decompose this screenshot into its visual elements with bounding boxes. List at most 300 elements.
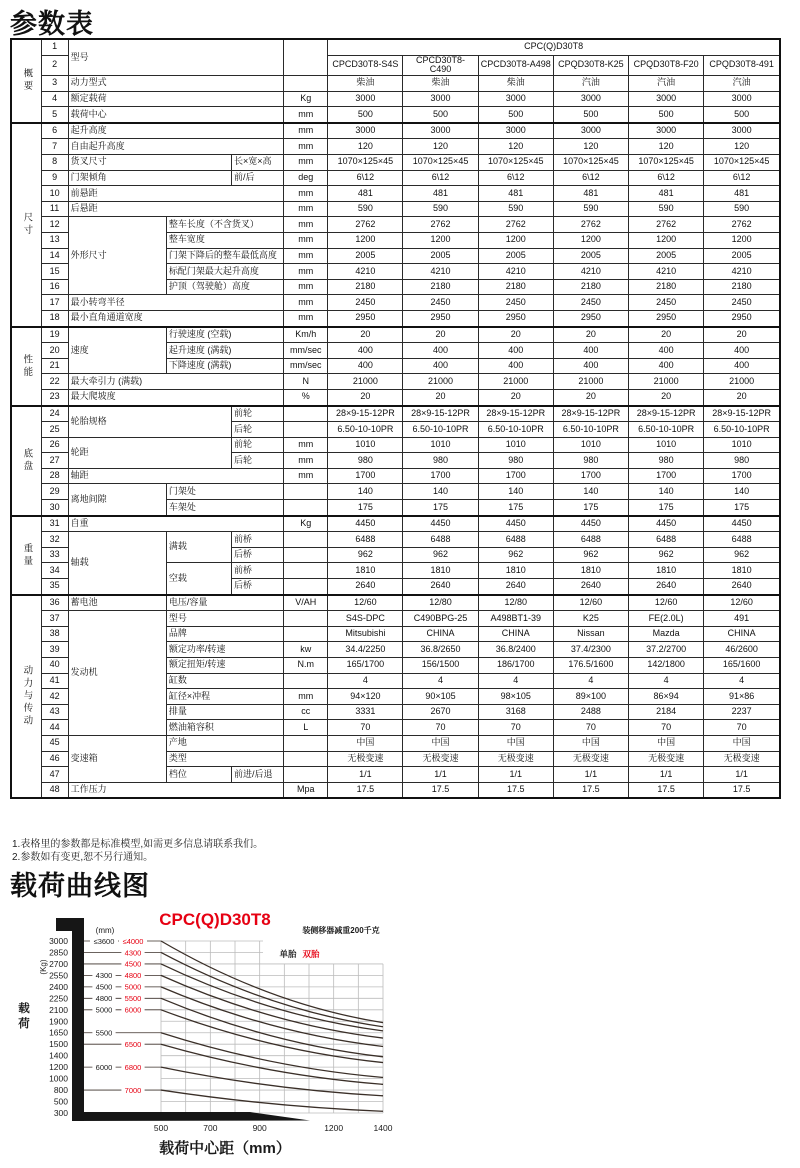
value-cell: A498BT1-39	[478, 611, 553, 627]
value-cell: 6\12	[704, 170, 780, 186]
value-cell: 2762	[629, 217, 704, 233]
chart-section-title: 载荷曲线图	[10, 871, 150, 901]
spec-label: 类型	[166, 751, 283, 767]
value-cell: 柴油	[328, 76, 403, 92]
value-cell: 2450	[553, 295, 628, 311]
value-cell: 20	[704, 389, 780, 405]
value-cell: 17.5	[553, 782, 628, 798]
value-cell: 175	[704, 500, 780, 516]
unit-cell	[284, 767, 328, 783]
value-cell: 2762	[704, 217, 780, 233]
row-number: 31	[41, 516, 68, 532]
value-cell: 汽油	[553, 76, 628, 92]
value-cell: 4	[403, 673, 478, 689]
value-cell: 34.4/2250	[328, 642, 403, 658]
value-cell: 2640	[328, 579, 403, 595]
spec-label: 后轮	[232, 453, 284, 469]
value-cell: 2640	[629, 579, 704, 595]
value-cell: 1/1	[704, 767, 780, 783]
spec-label: 满载	[166, 532, 231, 563]
mast-height-label-single: ≤3600	[93, 936, 115, 946]
value-cell: Mitsubishi	[328, 626, 403, 642]
row-number: 35	[41, 579, 68, 595]
capacity-tick-label: 1900	[49, 1016, 68, 1027]
y-axis-unit: (Kg)	[39, 959, 48, 975]
value-cell: 1/1	[328, 767, 403, 783]
row-number: 18	[41, 310, 68, 326]
value-cell: C490BPG-25	[403, 611, 478, 627]
value-cell: 中国	[403, 735, 478, 751]
spec-label: 长×宽×高	[232, 155, 284, 171]
value-cell: 无极变速	[704, 751, 780, 767]
unit-cell: mm	[284, 232, 328, 248]
spec-label: 载荷中心	[68, 107, 284, 123]
value-cell: 590	[328, 201, 403, 217]
value-cell: 3000	[328, 123, 403, 139]
capacity-tick-label: 3000	[49, 936, 68, 946]
mast-height-label-single: 4300	[95, 971, 113, 981]
row-number: 3	[41, 76, 68, 92]
row-number: 33	[41, 547, 68, 563]
value-cell: 2450	[629, 295, 704, 311]
mast-height-label-single: 4500	[95, 982, 113, 992]
value-cell: 1700	[328, 468, 403, 484]
unit-cell: mm	[284, 453, 328, 469]
row-number: 45	[41, 735, 68, 751]
value-cell: 4210	[704, 264, 780, 280]
capacity-tick-label: 1650	[49, 1027, 68, 1038]
value-cell: 28×9-15-12PR	[328, 406, 403, 422]
value-cell: 1/1	[478, 767, 553, 783]
value-cell: 4210	[629, 264, 704, 280]
value-cell: 柴油	[403, 76, 478, 92]
spec-label: 前轮	[232, 406, 284, 422]
value-cell: 4450	[553, 516, 628, 532]
load-curve-chart	[0, 900, 800, 1168]
value-cell: 400	[328, 358, 403, 374]
value-cell: CHINA	[403, 626, 478, 642]
value-cell: 20	[704, 327, 780, 343]
value-cell: 6\12	[403, 170, 478, 186]
value-cell: 120	[478, 139, 553, 155]
row-number: 30	[41, 500, 68, 516]
value-cell: 400	[403, 343, 478, 359]
value-cell: 6.50-10-10PR	[328, 422, 403, 438]
value-cell: 4	[704, 673, 780, 689]
value-cell: 590	[704, 201, 780, 217]
unit-cell	[284, 611, 328, 627]
value-cell: 165/1700	[328, 658, 403, 674]
value-cell: 1010	[478, 437, 553, 453]
value-cell: 500	[629, 107, 704, 123]
legend-single-tire: 单胎	[279, 949, 297, 959]
note-line: 2.参数如有变更,恕不另行通知。	[12, 852, 154, 863]
row-number: 19	[41, 327, 68, 343]
value-cell: 17.5	[629, 782, 704, 798]
row-number: 44	[41, 720, 68, 736]
row-number: 24	[41, 406, 68, 422]
row-number: 42	[41, 689, 68, 705]
value-cell: CPC(Q)D30T8	[328, 39, 780, 55]
spec-label: 起升高度	[68, 123, 284, 139]
row-number: 10	[41, 186, 68, 202]
value-cell: 2762	[328, 217, 403, 233]
mast-height-label-single: 5500	[95, 1028, 113, 1038]
row-number: 2	[41, 55, 68, 75]
value-cell: 4	[553, 673, 628, 689]
value-cell: 21000	[629, 374, 704, 390]
spec-label: 变速箱	[68, 735, 166, 782]
value-cell: 1700	[704, 468, 780, 484]
row-number: 25	[41, 422, 68, 438]
row-number: 43	[41, 704, 68, 720]
unit-cell: mm	[284, 295, 328, 311]
value-cell: 21000	[328, 374, 403, 390]
value-cell: 140	[328, 484, 403, 500]
value-cell: 1010	[704, 437, 780, 453]
value-cell: 140	[478, 484, 553, 500]
row-number: 16	[41, 279, 68, 295]
row-number: 1	[41, 39, 68, 55]
value-cell: 21000	[553, 374, 628, 390]
capacity-tick-label: 2550	[49, 970, 68, 981]
spec-label: 外形尺寸	[68, 217, 166, 295]
spec-label: 下降速度 (满载)	[166, 358, 283, 374]
value-cell: 3000	[629, 123, 704, 139]
value-cell: 中国	[704, 735, 780, 751]
value-cell: 2180	[328, 279, 403, 295]
value-cell: 70	[629, 720, 704, 736]
x-tick-label: 900	[252, 1123, 267, 1133]
value-cell: 无极变速	[328, 751, 403, 767]
spec-label: 轮距	[68, 437, 231, 468]
section-label: 概要	[11, 39, 41, 123]
capacity-tick-label: 2100	[49, 1004, 68, 1015]
value-cell: 3000	[704, 123, 780, 139]
unit-cell	[284, 76, 328, 92]
spec-table-wrap	[10, 38, 781, 799]
row-number: 11	[41, 201, 68, 217]
value-cell: 2450	[704, 295, 780, 311]
spec-label: 前桥	[232, 563, 284, 579]
value-cell: 无极变速	[553, 751, 628, 767]
value-cell: CPQD30T8-F20	[629, 55, 704, 75]
value-cell: 70	[478, 720, 553, 736]
value-cell: 12/60	[328, 595, 403, 611]
value-cell: 3168	[478, 704, 553, 720]
value-cell: 1070×125×45	[328, 155, 403, 171]
spec-label: 动力型式	[68, 76, 284, 92]
spec-label: 前进/后退	[232, 767, 284, 783]
value-cell: CPQD30T8-491	[704, 55, 780, 75]
row-number: 26	[41, 437, 68, 453]
value-cell: 6488	[704, 532, 780, 548]
value-cell: 3000	[403, 91, 478, 107]
value-cell: 12/60	[629, 595, 704, 611]
value-cell: 6.50-10-10PR	[403, 422, 478, 438]
value-cell: 175	[629, 500, 704, 516]
value-cell: 89×100	[553, 689, 628, 705]
value-cell: 4450	[629, 516, 704, 532]
unit-cell	[284, 532, 328, 548]
capacity-tick-label: 1200	[49, 1062, 68, 1073]
value-cell: 20	[478, 389, 553, 405]
value-cell: 4450	[403, 516, 478, 532]
value-cell: 1070×125×45	[704, 155, 780, 171]
value-cell: 3000	[553, 123, 628, 139]
row-number: 12	[41, 217, 68, 233]
row-number: 6	[41, 123, 68, 139]
value-cell: 21000	[478, 374, 553, 390]
spec-label: 轴距	[68, 468, 284, 484]
value-cell: 175	[328, 500, 403, 516]
value-cell: 1010	[403, 437, 478, 453]
value-cell: CPCD30T8-C490	[403, 55, 478, 75]
value-cell: 2950	[328, 310, 403, 326]
value-cell: 980	[704, 453, 780, 469]
value-cell: Mazda	[629, 626, 704, 642]
value-cell: 2237	[704, 704, 780, 720]
value-cell: 21000	[403, 374, 478, 390]
unit-cell: mm	[284, 279, 328, 295]
spec-label: 轮胎规格	[68, 406, 231, 438]
unit-cell: mm	[284, 139, 328, 155]
sideshift-annotation: 装侧移器减重200千克	[302, 926, 380, 935]
y-axis-title: 载	[18, 1003, 30, 1015]
value-cell: 500	[478, 107, 553, 123]
value-cell: 3000	[478, 123, 553, 139]
spec-label: 门架处	[166, 484, 283, 500]
value-cell: 4	[478, 673, 553, 689]
x-tick-label: 1400	[373, 1123, 393, 1133]
value-cell: 481	[403, 186, 478, 202]
value-cell: 2950	[403, 310, 478, 326]
value-cell: 2005	[328, 248, 403, 264]
value-cell: 186/1700	[478, 658, 553, 674]
chart-title: CPC(Q)D30T8	[159, 910, 271, 929]
value-cell: 98×105	[478, 689, 553, 705]
value-cell: 20	[629, 389, 704, 405]
x-tick-label: 500	[153, 1123, 169, 1133]
value-cell: 400	[704, 343, 780, 359]
spec-label: 后悬距	[68, 201, 284, 217]
mast-height-label-double: 5500	[124, 994, 142, 1004]
spec-label: 车架处	[166, 500, 283, 516]
value-cell: 3000	[478, 91, 553, 107]
value-cell: 20	[553, 389, 628, 405]
spec-table	[10, 38, 781, 799]
x-axis-title: 载荷中心距（mm）	[159, 1140, 291, 1157]
x-tick-label: 1200	[324, 1123, 344, 1133]
value-cell: 2950	[629, 310, 704, 326]
mast-height-label-double: 7000	[124, 1085, 142, 1095]
value-cell: 17.5	[403, 782, 478, 798]
row-number: 36	[41, 595, 68, 611]
value-cell: 2762	[403, 217, 478, 233]
row-number: 27	[41, 453, 68, 469]
spec-label: 品牌	[166, 626, 283, 642]
value-cell: 6488	[403, 532, 478, 548]
value-cell: 400	[553, 343, 628, 359]
y-axis-title: 荷	[18, 1018, 30, 1030]
unit-cell: mm	[284, 107, 328, 123]
value-cell: 962	[478, 547, 553, 563]
unit-cell: V/AH	[284, 595, 328, 611]
value-cell: 400	[629, 358, 704, 374]
value-cell: 6488	[629, 532, 704, 548]
unit-cell: L	[284, 720, 328, 736]
value-cell: 120	[629, 139, 704, 155]
value-cell: 20	[328, 389, 403, 405]
value-cell: 1810	[553, 563, 628, 579]
value-cell: 4450	[704, 516, 780, 532]
spec-label: 型号	[166, 611, 283, 627]
note-line: 1.表格里的参数都是标准模型,如需更多信息请联系我们。	[12, 839, 264, 850]
capacity-tick-label: 2400	[49, 981, 68, 992]
spec-label: 货叉尺寸	[68, 155, 231, 171]
value-cell: 1700	[478, 468, 553, 484]
fork-profile	[72, 918, 84, 1121]
value-cell: 2180	[629, 279, 704, 295]
unit-cell	[284, 484, 328, 500]
row-number: 37	[41, 611, 68, 627]
unit-cell	[284, 406, 328, 422]
value-cell: 2950	[704, 310, 780, 326]
value-cell: 1200	[704, 232, 780, 248]
value-cell: 962	[328, 547, 403, 563]
spec-label: 自由起升高度	[68, 139, 284, 155]
mast-height-label-double: 6800	[124, 1062, 142, 1072]
value-cell: 590	[629, 201, 704, 217]
spec-label: 整车宽度	[166, 232, 283, 248]
unit-cell: Kg	[284, 91, 328, 107]
spec-label: 额定功率/转速	[166, 642, 283, 658]
value-cell: 12/80	[403, 595, 478, 611]
value-cell: 6.50-10-10PR	[553, 422, 628, 438]
mast-height-label-single: 5000	[95, 1005, 113, 1015]
mast-unit-label: (mm)	[95, 926, 115, 935]
value-cell: 2450	[478, 295, 553, 311]
section-label: 动力与传动	[11, 595, 41, 799]
spec-label: 额定扭矩/转速	[166, 658, 283, 674]
mast-height-label-double: ≤4000	[122, 936, 144, 946]
value-cell: 中国	[629, 735, 704, 751]
unit-cell: mm	[284, 186, 328, 202]
value-cell: 6488	[328, 532, 403, 548]
spec-label: 门架倾角	[68, 170, 231, 186]
unit-cell: mm	[284, 155, 328, 171]
value-cell: 86×94	[629, 689, 704, 705]
value-cell: 2950	[478, 310, 553, 326]
value-cell: 21000	[704, 374, 780, 390]
spec-label: 缸径×冲程	[166, 689, 283, 705]
row-number: 20	[41, 343, 68, 359]
unit-cell: deg	[284, 170, 328, 186]
mast-height-label-double: 4500	[124, 959, 142, 969]
value-cell: 70	[403, 720, 478, 736]
row-number: 4	[41, 91, 68, 107]
unit-cell: mm	[284, 310, 328, 326]
value-cell: 12/60	[553, 595, 628, 611]
value-cell: 4450	[328, 516, 403, 532]
unit-cell	[284, 626, 328, 642]
row-number: 39	[41, 642, 68, 658]
row-number: 29	[41, 484, 68, 500]
spec-label: 后桥	[232, 579, 284, 595]
value-cell: 120	[704, 139, 780, 155]
value-cell: Nissan	[553, 626, 628, 642]
spec-label: 工作压力	[68, 782, 284, 798]
capacity-tick-label: 300	[53, 1108, 68, 1118]
spec-label: 整车长度（不含货叉）	[166, 217, 283, 233]
spec-label: 最小转弯半径	[68, 295, 284, 311]
value-cell: 4	[629, 673, 704, 689]
row-number: 40	[41, 658, 68, 674]
value-cell: 6488	[553, 532, 628, 548]
spec-label: 行驶速度 (空载)	[166, 327, 283, 343]
value-cell: CHINA	[478, 626, 553, 642]
value-cell: 37.2/2700	[629, 642, 704, 658]
unit-cell: mm	[284, 468, 328, 484]
value-cell: 1700	[553, 468, 628, 484]
value-cell: 70	[704, 720, 780, 736]
value-cell: 94×120	[328, 689, 403, 705]
value-cell: 156/1500	[403, 658, 478, 674]
value-cell: 1070×125×45	[478, 155, 553, 171]
value-cell: 90×105	[403, 689, 478, 705]
value-cell: 1810	[704, 563, 780, 579]
spec-label: 发动机	[68, 611, 166, 736]
unit-cell: mm	[284, 201, 328, 217]
value-cell: 142/1800	[629, 658, 704, 674]
value-cell: 4450	[478, 516, 553, 532]
value-cell: 6\12	[478, 170, 553, 186]
value-cell: 400	[704, 358, 780, 374]
value-cell: 2488	[553, 704, 628, 720]
value-cell: 962	[704, 547, 780, 563]
value-cell: 28×9-15-12PR	[553, 406, 628, 422]
value-cell: 2005	[704, 248, 780, 264]
spec-label: 最小直角通道宽度	[68, 310, 284, 326]
value-cell: 400	[478, 343, 553, 359]
value-cell: 6\12	[328, 170, 403, 186]
spec-label: 自重	[68, 516, 284, 532]
unit-cell	[284, 500, 328, 516]
spec-label: 型号	[68, 39, 284, 76]
value-cell: 3000	[403, 123, 478, 139]
capacity-tick-label: 2850	[49, 947, 68, 958]
value-cell: 6.50-10-10PR	[629, 422, 704, 438]
mast-height-label-double: 4300	[124, 948, 142, 958]
unit-cell: mm/sec	[284, 358, 328, 374]
row-number: 41	[41, 673, 68, 689]
unit-cell	[284, 579, 328, 595]
value-cell: 3000	[704, 91, 780, 107]
value-cell: 175	[553, 500, 628, 516]
value-cell: 2640	[403, 579, 478, 595]
value-cell: 1700	[403, 468, 478, 484]
value-cell: 1200	[403, 232, 478, 248]
row-number: 22	[41, 374, 68, 390]
unit-cell	[284, 673, 328, 689]
capacity-tick-label: 800	[53, 1085, 68, 1096]
value-cell: 2180	[704, 279, 780, 295]
value-cell: S4S-DPC	[328, 611, 403, 627]
value-cell: 4210	[553, 264, 628, 280]
value-cell: CPCD30T8-S4S	[328, 55, 403, 75]
mast-height-label-double: 5000	[124, 982, 142, 992]
row-number: 7	[41, 139, 68, 155]
